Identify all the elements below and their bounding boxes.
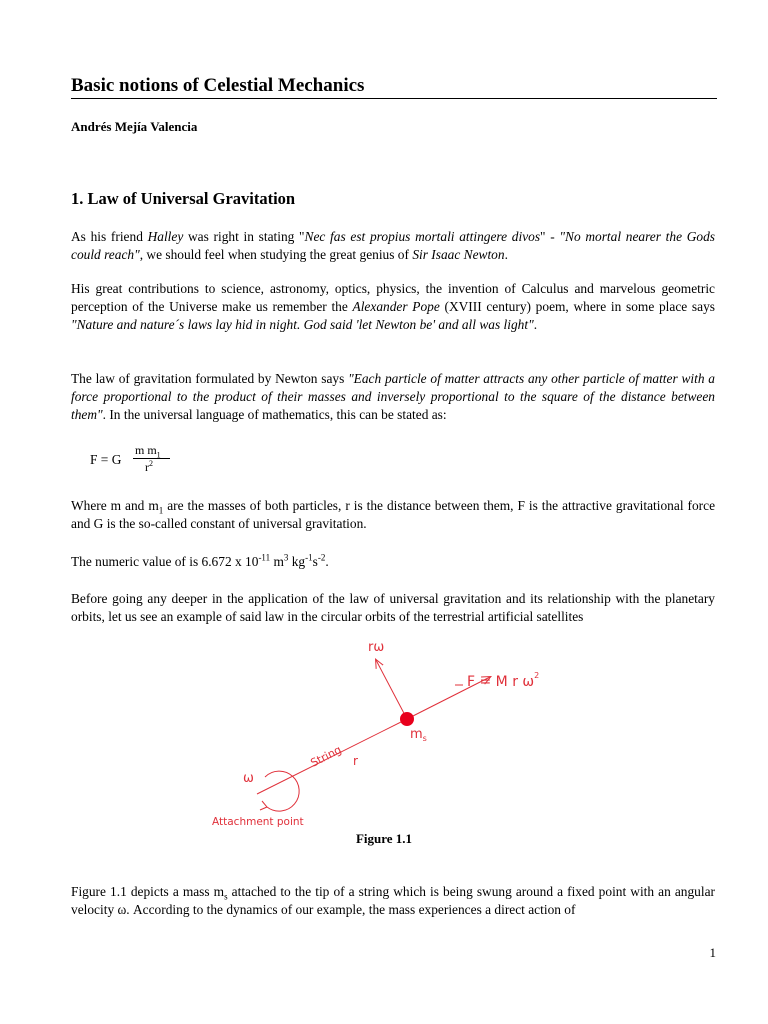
figure-caption: Figure 1.1 bbox=[355, 831, 413, 846]
paragraph-pope-poem: His great contributions to science, astronomy, optics, physics, the invention of Calculus and marvelous geometric perception of the Universe make us remember the Alexander Pope (XVIII century) poem, where in some place says "Nature and nature´s laws lay hid in night. God said 'let Newton be' and all was light". bbox=[71, 281, 715, 332]
paragraph-satellite-intro: Before going any deeper in the application of the law of universal gravitation and its relationship with the planetary orbits, let us see an example of said law in the circular orbits of the terrestrial artificial satellites bbox=[71, 591, 715, 624]
label-r-omega: rω bbox=[368, 640, 385, 655]
label-force-equation: F = M r $\omega^2$ bbox=[467, 671, 540, 690]
author-name: Andrés Mejía Valencia bbox=[71, 119, 198, 134]
label-attachment-point: Attachment point bbox=[212, 816, 304, 828]
title-underline bbox=[71, 98, 717, 99]
document-title: Basic notions of Celestial Mechanics bbox=[71, 75, 365, 96]
paragraph-variable-definitions: Where m and $m_1$ are the masses of both particles, r is the distance between them, F is the attractive gravitational force and G is the so-called constant of universal gravitation. bbox=[71, 498, 716, 531]
label-string: String bbox=[308, 743, 344, 770]
rotation-arc-icon bbox=[265, 771, 299, 811]
gravitation-formula bbox=[90, 440, 210, 476]
paragraph-constant-value: The numeric value of is 6.672 x $10^{-11}$ $m^3$ $kg^{-1}s^{-2}$. bbox=[71, 552, 329, 569]
figure-string-diagram bbox=[205, 634, 585, 829]
label-radius: r bbox=[353, 754, 358, 768]
formula-lhs: F = G bbox=[90, 452, 122, 467]
paragraph-halley-quote: As his friend Halley was right in stating "Nec fas est propius mortali attingere divos" - "No mortal nearer the Gods could reach", we should feel when studying the great genius of Sir Isaac Newton. bbox=[71, 229, 715, 262]
velocity-arrow bbox=[376, 660, 407, 719]
paragraph-law-statement: The law of gravitation formulated by Newton says "Each particle of matter attracts any other particle of matter with a force proportional to the product of their masses and inversely proportional to the square of the distance between them". In the universal language of mathematics, this can be stated as: bbox=[71, 371, 715, 422]
mass-dot bbox=[400, 712, 414, 726]
rotation-arrowhead-icon bbox=[260, 801, 267, 810]
label-omega: ω bbox=[243, 771, 254, 786]
paragraph-figure-description: Figure 1.1 depicts a mass $m_s$ attached to the tip of a string which is being swung around a fixed point with an angular velocity ω. According to the dynamics of our example, the mass experiences a direct action of bbox=[71, 884, 715, 917]
label-mass: $m_s$ bbox=[410, 727, 427, 743]
formula-numerator: m $m_1$ bbox=[135, 443, 161, 460]
page-number: 1 bbox=[709, 945, 716, 960]
section-heading: 1. Law of Universal Gravitation bbox=[71, 189, 296, 208]
formula-denominator: $r^2$ bbox=[145, 459, 153, 474]
